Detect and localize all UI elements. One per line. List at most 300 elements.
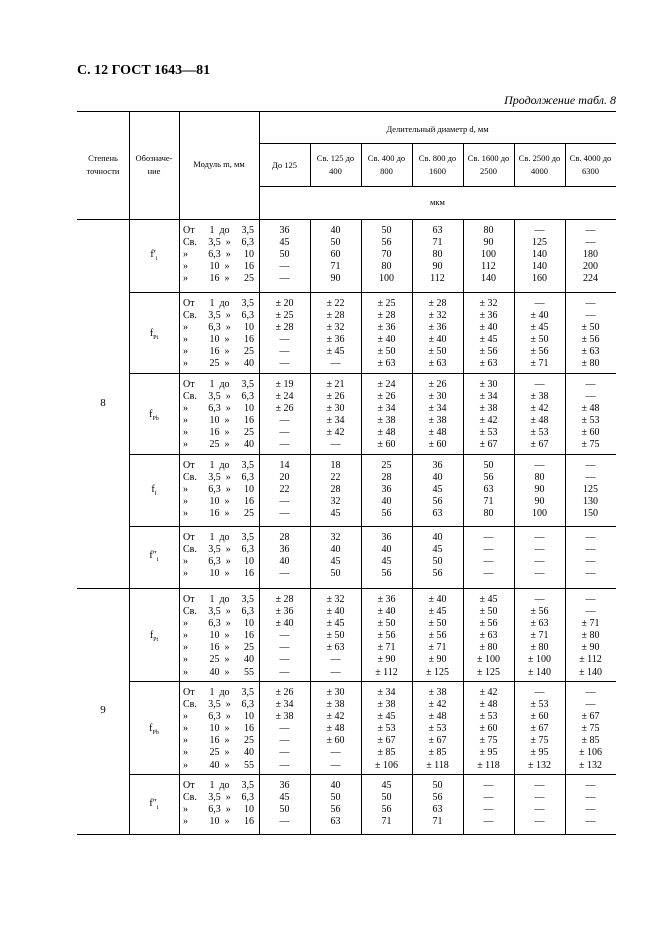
value-cell: 56 <box>432 568 443 580</box>
value-cell: — <box>483 804 494 816</box>
designation-letter: f <box>149 723 153 735</box>
module-range-part: 55 <box>244 666 254 678</box>
module-range-part: 10 <box>244 618 254 630</box>
block-divider-rule <box>129 681 616 682</box>
designation-symbol <box>129 328 179 341</box>
page-header: С. 12 ГОСТ 1643—81 <box>77 63 211 78</box>
module-range-part: » <box>183 642 188 654</box>
header-range: Св. 2500 до 4000 <box>518 153 561 176</box>
designation-subscript: Pt <box>153 335 159 342</box>
module-range-part: 6,3 » <box>208 484 231 496</box>
module-range-part: Св. <box>183 472 197 484</box>
value-cell: ± 45 <box>479 334 498 346</box>
module-range <box>183 261 257 273</box>
module-range <box>183 780 257 792</box>
value-cell: — <box>279 334 290 346</box>
module-range-part: 10 » <box>209 630 230 642</box>
value-cell: ± 28 <box>428 298 447 309</box>
diameter-header-rule <box>259 143 616 144</box>
value-cell: ± 71 <box>581 618 600 630</box>
module-range-part: 3,5 » <box>208 544 231 556</box>
module-range-part: 1 до <box>209 225 230 236</box>
header-range: Св. 4000 до 6300 <box>569 153 612 176</box>
value-cell: ± 63 <box>479 358 498 370</box>
module-range-part: 1 до <box>209 298 230 309</box>
value-cell: 45 <box>279 237 290 249</box>
value-cell: ± 32 <box>428 310 447 322</box>
value-cell: ± 56 <box>530 606 549 618</box>
value-cell: ± 28 <box>377 310 396 322</box>
value-cell: ± 19 <box>275 379 294 390</box>
value-cell: 80 <box>483 225 494 236</box>
module-range-part: » <box>183 346 188 358</box>
module-range-part: » <box>183 568 188 580</box>
module-range <box>183 618 257 630</box>
block-divider-rule <box>129 774 616 775</box>
module-range-part: 3,5 » <box>208 792 231 804</box>
header-range: Св. 125 до 400 <box>316 153 355 176</box>
module-range-part: 1 до <box>209 460 230 471</box>
value-cell: ± 67 <box>428 735 447 747</box>
value-cell: 224 <box>583 273 598 285</box>
value-cell: ± 71 <box>530 630 549 642</box>
designation-symbol <box>129 409 179 422</box>
module-range-part: 3,5 » <box>208 472 231 484</box>
value-cell: — <box>483 568 494 580</box>
module-range-part: 3,5 » <box>208 237 231 249</box>
value-cell: ± 50 <box>377 346 396 358</box>
value-cell: ± 48 <box>479 699 498 711</box>
module-range <box>183 298 257 310</box>
value-cell: ± 132 <box>528 759 551 771</box>
value-cell: 40 <box>330 780 341 791</box>
value-cell: 90 <box>432 261 443 273</box>
value-cell: ± 75 <box>530 735 549 747</box>
module-range-part: 10 <box>244 249 254 261</box>
value-cell: ± 106 <box>375 759 398 771</box>
value-cell: ± 53 <box>479 427 498 439</box>
module-range-part: » <box>183 322 188 334</box>
value-cell: ± 25 <box>275 310 294 322</box>
value-cell: ± 80 <box>530 642 549 654</box>
value-cell: ± 48 <box>530 415 549 427</box>
value-cell: 71 <box>432 237 443 249</box>
value-column <box>361 594 412 679</box>
value-column <box>412 225 463 285</box>
value-cell: 45 <box>381 556 392 568</box>
value-cell: 45 <box>381 780 392 791</box>
module-range-part: 6,3 <box>241 792 254 804</box>
value-cell: 100 <box>481 249 496 261</box>
value-cell: ± 30 <box>428 391 447 403</box>
value-cell: ± 56 <box>428 630 447 642</box>
value-column <box>565 594 616 679</box>
module-range-part: 3,5 <box>241 687 254 698</box>
value-cell: 63 <box>432 225 443 236</box>
value-column <box>514 687 565 772</box>
module-range-part: » <box>183 747 188 759</box>
value-cell: 70 <box>381 249 392 261</box>
value-cell: ± 40 <box>377 334 396 346</box>
value-cell: — <box>279 759 290 771</box>
designation-letter: f″ <box>149 550 157 562</box>
col-rule <box>179 111 180 834</box>
designation-letter: f″ <box>149 798 157 810</box>
module-range-part: 25 » <box>209 439 230 451</box>
value-cell: — <box>585 379 596 390</box>
value-column <box>463 379 514 452</box>
value-cell: ± 71 <box>530 358 549 370</box>
value-cell: ± 38 <box>428 687 447 698</box>
value-cell: — <box>585 225 596 236</box>
module-range-part: 1 до <box>209 594 230 605</box>
value-cell: 140 <box>532 249 547 261</box>
module-range-part: 1 до <box>209 379 230 390</box>
value-cell: — <box>330 358 341 370</box>
value-cell: ± 45 <box>479 594 498 605</box>
module-range-part: Св. <box>183 237 197 249</box>
value-cell: ± 36 <box>428 322 447 334</box>
module-range-part: » <box>183 556 188 568</box>
value-cell: ± 56 <box>479 618 498 630</box>
value-cell: — <box>585 699 596 711</box>
value-cell: ± 90 <box>428 654 447 666</box>
module-range <box>183 544 257 556</box>
value-column <box>259 225 310 285</box>
module-range-part: 3,5 » <box>208 310 231 322</box>
value-cell: ± 118 <box>477 759 500 771</box>
module-range-part: 10 <box>244 322 254 334</box>
value-cell: 45 <box>330 556 341 568</box>
value-column <box>259 379 310 452</box>
module-range-part: 3,5 <box>241 780 254 791</box>
value-cell: ± 45 <box>377 711 396 723</box>
value-cell: ± 21 <box>326 379 345 390</box>
value-cell: 36 <box>279 780 290 791</box>
value-column <box>565 379 616 452</box>
value-cell: ± 132 <box>579 759 602 771</box>
value-cell: ± 53 <box>530 699 549 711</box>
value-cell: 40 <box>279 556 290 568</box>
value-cell: — <box>585 472 596 484</box>
designation-symbol <box>129 484 179 497</box>
value-cell: ± 125 <box>426 666 449 678</box>
value-column <box>259 687 310 772</box>
module-range <box>183 556 257 568</box>
value-cell: ± 34 <box>479 391 498 403</box>
module-range <box>183 747 257 759</box>
value-cell: 112 <box>481 261 496 273</box>
value-cell: 36 <box>381 484 392 496</box>
value-column <box>361 780 412 828</box>
value-cell: ± 36 <box>326 334 345 346</box>
value-cell: ± 53 <box>530 427 549 439</box>
value-cell: ± 67 <box>479 439 498 451</box>
value-cell: — <box>585 532 596 543</box>
value-cell: 36 <box>432 460 443 471</box>
module-range-part: Св. <box>183 310 197 322</box>
value-cell: ± 48 <box>428 711 447 723</box>
designation-subscript: i <box>155 256 158 263</box>
value-cell: 63 <box>432 804 443 816</box>
value-column <box>463 298 514 371</box>
module-range-part: 6,3 » <box>208 403 231 415</box>
module-range-part: 10 <box>244 556 254 568</box>
module-range-part: 6,3 <box>241 544 254 556</box>
value-cell: — <box>585 568 596 580</box>
module-list <box>183 594 257 679</box>
value-cell: 80 <box>381 261 392 273</box>
value-column <box>361 298 412 371</box>
value-cell: 160 <box>532 273 547 285</box>
module-list <box>183 460 257 520</box>
value-cell: — <box>279 496 290 508</box>
value-cell: 50 <box>279 804 290 816</box>
module-range <box>183 273 257 285</box>
module-range-part: 3,5 <box>241 298 254 309</box>
tolerance-table <box>77 111 616 834</box>
module-list <box>183 298 257 371</box>
value-cell: ± 60 <box>377 439 396 451</box>
value-cell: — <box>279 508 290 520</box>
value-cell: 45 <box>330 508 341 520</box>
value-cell: ± 50 <box>581 322 600 334</box>
module-range-part: » <box>183 804 188 816</box>
module-range <box>183 415 257 427</box>
value-cell: ± 26 <box>275 403 294 415</box>
value-cell: ± 67 <box>377 735 396 747</box>
value-cell: ± 32 <box>326 594 345 605</box>
module-range-part: 25 <box>244 642 254 654</box>
module-range-part: » <box>183 508 188 520</box>
module-range-part: 16 <box>244 261 254 273</box>
value-cell: ± 95 <box>530 747 549 759</box>
value-column <box>412 594 463 679</box>
value-column <box>310 225 361 285</box>
module-range <box>183 654 257 666</box>
value-cell: ± 125 <box>477 666 500 678</box>
value-cell: ± 28 <box>275 594 294 605</box>
value-cell: ± 25 <box>377 298 396 309</box>
block-divider-rule <box>129 454 616 455</box>
value-cell: — <box>279 747 290 759</box>
value-cell: ± 45 <box>326 346 345 358</box>
module-range-part: » <box>183 427 188 439</box>
value-cell: — <box>279 439 290 451</box>
value-cell: — <box>330 759 341 771</box>
module-range <box>183 472 257 484</box>
value-cell: 200 <box>583 261 598 273</box>
block-divider-rule <box>77 588 616 589</box>
module-range-part: От <box>183 532 195 543</box>
value-cell: — <box>279 415 290 427</box>
module-range-part: 10 » <box>209 496 230 508</box>
value-column <box>565 460 616 520</box>
value-cell: ± 50 <box>377 618 396 630</box>
value-cell: 125 <box>532 237 547 249</box>
value-cell: ± 42 <box>326 711 345 723</box>
module-range-part: 3,5 » <box>208 699 231 711</box>
designation-letter: f′ <box>150 249 156 261</box>
value-cell: ± 63 <box>581 346 600 358</box>
module-range <box>183 532 257 544</box>
value-cell: — <box>534 792 545 804</box>
value-cell: — <box>585 687 596 698</box>
value-cell: ± 32 <box>479 298 498 309</box>
value-cell: — <box>483 532 494 543</box>
value-cell: 56 <box>330 804 341 816</box>
designation-subscript: i <box>156 805 159 812</box>
value-column <box>310 298 361 371</box>
module-range <box>183 816 257 828</box>
value-cell: — <box>585 556 596 568</box>
value-cell: 28 <box>279 532 290 543</box>
header-module: Модуль m, мм <box>193 159 245 169</box>
module-list <box>183 532 257 580</box>
value-column <box>412 298 463 371</box>
module-range-part: 40 <box>244 358 254 370</box>
module-range <box>183 792 257 804</box>
value-cell: 40 <box>330 544 341 556</box>
value-column <box>565 532 616 580</box>
module-range-part: 16 » <box>209 508 230 520</box>
value-cell: ± 112 <box>375 666 398 678</box>
module-range-part: 6,3 <box>241 606 254 618</box>
value-column <box>514 225 565 285</box>
header-range: Св. 400 до 800 <box>367 153 406 176</box>
value-cell: 56 <box>381 804 392 816</box>
value-cell: ± 50 <box>479 606 498 618</box>
module-range-part: 3,5 <box>241 225 254 236</box>
module-range <box>183 642 257 654</box>
module-range-part: 16 <box>244 723 254 735</box>
value-cell: 40 <box>381 544 392 556</box>
value-cell: 63 <box>330 816 341 828</box>
block-divider-rule <box>129 373 616 374</box>
value-cell: ± 100 <box>477 654 500 666</box>
value-cell: ± 100 <box>528 654 551 666</box>
value-cell: 36 <box>279 544 290 556</box>
value-cell: 71 <box>381 816 392 828</box>
value-cell: ± 63 <box>326 642 345 654</box>
designation-symbol <box>129 798 179 811</box>
module-range <box>183 460 257 472</box>
module-range-part: 10 » <box>209 816 230 828</box>
value-cell: ± 90 <box>581 642 600 654</box>
value-cell: ± 48 <box>377 427 396 439</box>
value-cell: — <box>534 804 545 816</box>
value-column <box>463 225 514 285</box>
value-cell: 60 <box>330 249 341 261</box>
module-range-part: 25 <box>244 508 254 520</box>
module-range <box>183 496 257 508</box>
value-cell: ± 53 <box>377 723 396 735</box>
module-range-part: 55 <box>244 759 254 771</box>
header-diameter: Делительный диаметр d, мм <box>386 123 489 134</box>
value-cell: — <box>279 568 290 580</box>
value-cell: 40 <box>330 225 341 236</box>
value-column <box>514 594 565 679</box>
module-range-part: Св. <box>183 391 197 403</box>
value-cell: 112 <box>430 273 445 285</box>
module-range-part: » <box>183 334 188 346</box>
module-list <box>183 687 257 772</box>
module-range-part: 16 <box>244 334 254 346</box>
value-cell: ± 40 <box>275 618 294 630</box>
value-cell: 71 <box>330 261 341 273</box>
value-cell: ± 34 <box>275 699 294 711</box>
module-range-part: 3,5 » <box>208 606 231 618</box>
module-range <box>183 225 257 237</box>
value-cell: — <box>279 273 290 285</box>
module-range-part: От <box>183 594 195 605</box>
module-range <box>183 427 257 439</box>
value-cell: ± 38 <box>530 391 549 403</box>
header-designation: Обозначе- ние <box>135 152 173 176</box>
value-cell: — <box>534 816 545 828</box>
value-cell: 150 <box>583 508 598 520</box>
value-cell: 63 <box>432 508 443 520</box>
module-range-part: 16 » <box>209 427 230 439</box>
value-cell: 180 <box>583 249 598 261</box>
value-cell: ± 56 <box>581 334 600 346</box>
module-range-part: » <box>183 249 188 261</box>
value-cell: ± 90 <box>377 654 396 666</box>
value-cell: 90 <box>483 237 494 249</box>
value-cell: 45 <box>432 544 443 556</box>
module-range-part: 16 <box>244 816 254 828</box>
designation-subscript: Pb <box>152 416 159 423</box>
value-cell: ± 30 <box>326 403 345 415</box>
value-column <box>310 379 361 452</box>
value-cell: ± 34 <box>326 415 345 427</box>
module-range-part: » <box>183 273 188 285</box>
module-range-part: 6,3 » <box>208 711 231 723</box>
value-cell: — <box>585 816 596 828</box>
module-range-part: 10 <box>244 711 254 723</box>
value-cell: ± 48 <box>326 723 345 735</box>
value-column <box>310 780 361 828</box>
value-cell: 50 <box>381 792 392 804</box>
table-bottom-rule <box>77 834 616 835</box>
block-divider-rule <box>129 526 616 527</box>
module-range-part: От <box>183 687 195 698</box>
value-cell: ± 38 <box>275 711 294 723</box>
designation-symbol <box>129 249 179 262</box>
value-cell: — <box>534 568 545 580</box>
module-range-part: 3,5 <box>241 594 254 605</box>
value-cell: ± 75 <box>581 439 600 451</box>
value-cell: — <box>534 556 545 568</box>
value-cell: — <box>279 346 290 358</box>
module-range <box>183 508 257 520</box>
value-cell: ± 38 <box>377 415 396 427</box>
value-cell: ± 50 <box>326 630 345 642</box>
value-cell: — <box>483 816 494 828</box>
units-rule <box>259 186 616 187</box>
value-cell: 22 <box>330 472 341 484</box>
value-cell: 28 <box>381 472 392 484</box>
module-range-part: 3,5 <box>241 460 254 471</box>
value-cell: 36 <box>279 225 290 236</box>
module-range-part: От <box>183 225 195 236</box>
module-range-part: » <box>183 415 188 427</box>
value-cell: — <box>585 237 596 249</box>
module-range-part: 16 <box>244 568 254 580</box>
block-divider-rule <box>129 292 616 293</box>
value-cell: ± 63 <box>428 358 447 370</box>
value-cell: ± 34 <box>428 403 447 415</box>
